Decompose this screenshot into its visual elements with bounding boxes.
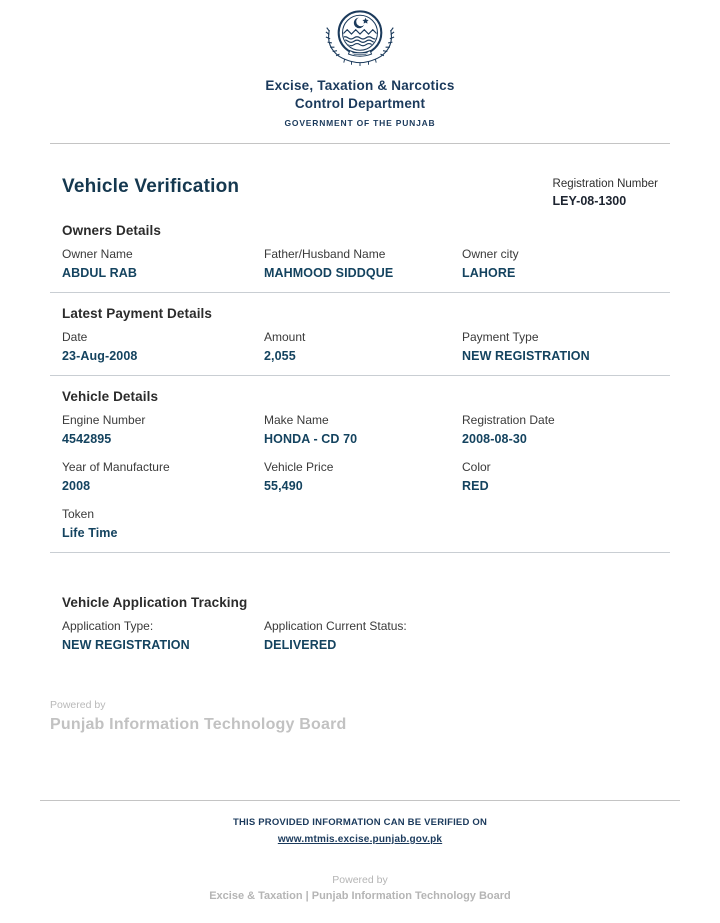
owners-field-grid [62,247,658,281]
registration-number-label: Registration Number [552,178,658,190]
token-label: Token [62,507,95,521]
page-footer [40,800,680,904]
page-title: Vehicle Verification [62,176,240,197]
token-value: Life Time [62,526,118,540]
payment-date-label: Date [62,330,88,344]
payment-type-value: NEW REGISTRATION [462,349,590,363]
field-year-of-manufacture [62,460,264,494]
field-color [462,460,658,494]
year-of-manufacture-value: 2008 [62,479,91,493]
owner-name-value: ABDUL RAB [62,266,137,280]
field-application-type [62,619,264,653]
field-vehicle-price [264,460,462,494]
powered-by-label: Powered by [50,699,106,711]
make-name-value: HONDA - CD 70 [264,432,358,446]
vehicle-price-label: Vehicle Price [264,460,334,474]
field-engine-number [62,413,264,447]
registration-date-label: Registration Date [462,413,555,427]
field-payment-type [462,330,658,364]
powered-by-block [50,698,670,736]
application-status-label: Application Current Status: [264,619,407,633]
owners-details-heading: Owners Details [62,223,161,238]
application-tracking-heading: Vehicle Application Tracking [62,595,248,610]
section-payment-details [50,306,670,376]
main-content [50,223,670,664]
father-husband-name-value: MAHMOOD SIDDQUE [264,266,394,280]
vehicle-details-heading: Vehicle Details [62,389,159,404]
footer-powered-org: Excise & Taxation | Punjab Information Technology Board [209,890,511,902]
verification-link[interactable]: www.mtmis.excise.punjab.gov.pk [277,834,443,845]
payment-field-grid [62,330,658,364]
title-row [50,176,670,210]
application-type-label: Application Type: [62,619,154,633]
org-name-line2: Control Department [294,96,426,111]
registration-date-value: 2008-08-30 [462,432,527,446]
field-owner-city [462,247,658,281]
verification-notice: THIS PROVIDED INFORMATION CAN BE VERIFIED ON [232,817,488,828]
field-payment-date [62,330,264,364]
vehicle-field-grid [62,413,658,541]
payment-amount-label: Amount [264,330,306,344]
field-owner-name [62,247,264,281]
registration-block [553,176,658,210]
footer-powered-label: Powered by [332,874,388,886]
color-label: Color [462,460,491,474]
header-divider [50,143,670,144]
field-application-status [264,619,462,653]
owner-city-value: LAHORE [462,266,516,280]
punjab-government-emblem-icon [299,8,421,66]
tracking-field-grid [62,619,658,653]
footer-powered-block [40,873,680,904]
payment-amount-value: 2,055 [264,349,296,363]
section-owners-details [50,223,670,293]
org-name-line1: Excise, Taxation & Narcotics [265,78,455,93]
color-value: RED [462,479,489,493]
field-registration-date [462,413,658,447]
payment-type-label: Payment Type [462,330,539,344]
year-of-manufacture-label: Year of Manufacture [62,460,170,474]
registration-number-value: LEY-08-1300 [552,194,627,208]
owner-name-label: Owner Name [62,247,133,261]
application-type-value: NEW REGISTRATION [62,638,190,652]
section-application-tracking [50,595,670,664]
page-header [0,0,720,144]
owner-city-label: Owner city [462,247,519,261]
section-vehicle-details [50,389,670,553]
field-token [62,507,264,541]
org-subtitle: GOVERNMENT OF THE PUNJAB [284,118,436,128]
engine-number-value: 4542895 [62,432,112,446]
vehicle-price-value: 55,490 [264,479,303,493]
field-father-husband-name [264,247,462,281]
engine-number-label: Engine Number [62,413,146,427]
field-make-name [264,413,462,447]
make-name-label: Make Name [264,413,329,427]
payment-date-value: 23-Aug-2008 [62,349,138,363]
application-status-value: DELIVERED [264,638,337,652]
father-husband-name-label: Father/Husband Name [264,247,386,261]
field-payment-amount [264,330,462,364]
payment-details-heading: Latest Payment Details [62,306,213,321]
powered-by-org: Punjab Information Technology Board [50,716,347,733]
